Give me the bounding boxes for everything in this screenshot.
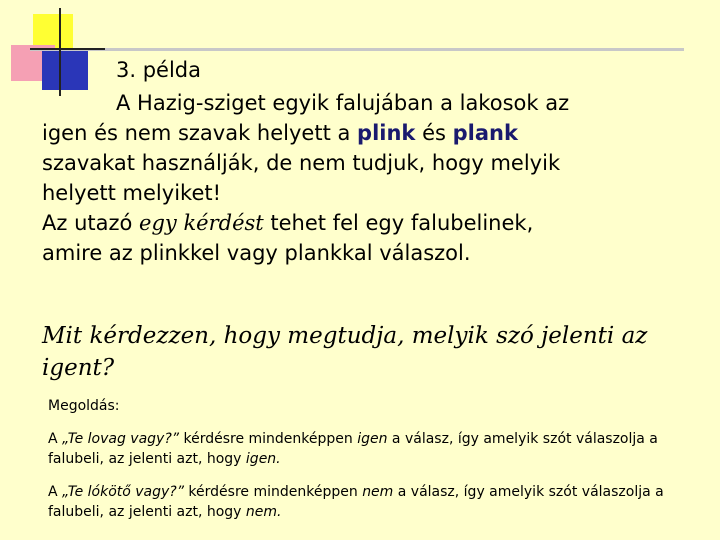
paragraph-text: tehet fel egy falubelinek, [263, 211, 534, 235]
paragraph-text: és [415, 121, 453, 145]
solution-text: kérdésre mindenképpen [179, 431, 358, 447]
solution-text: a válasz, így amelyik szót válaszolja a falubeli, az jelenti azt, hogy [48, 431, 658, 467]
paragraph-line-4: helyett melyiket! [42, 181, 222, 205]
horizontal-rule-dark [30, 48, 105, 50]
slide-title: 3. példa [116, 58, 201, 82]
solution-item-2 [48, 482, 688, 522]
solution-text: kérdésre mindenképpen [183, 484, 363, 500]
solution-answer-2: nem [362, 484, 394, 500]
keyword-plink: plink [357, 121, 416, 145]
horizontal-rule [30, 48, 684, 51]
paragraph-line-1: A Hazig-sziget egyik falujában a lakosok az [116, 91, 570, 115]
solution-end-1: igen. [245, 451, 281, 467]
paragraph-line-5 [42, 208, 672, 238]
solution-item-1 [48, 429, 688, 469]
solution-end-2: nem. [245, 504, 282, 520]
paragraph-line-2 [42, 118, 672, 148]
solution-text: a válasz, így amelyik szót válaszolja a falubeli, az jelenti azt, hogy [48, 484, 664, 520]
solution-text: A [48, 484, 63, 500]
solution-text: A [48, 431, 63, 447]
paragraph-line-6: amire az plinkkel vagy plankkal válaszol. [42, 241, 471, 265]
paragraph-text: igen és nem szavak helyett a [42, 121, 358, 145]
emphasis-one-question: egy kérdést [139, 211, 264, 235]
problem-paragraph [42, 88, 672, 268]
paragraph-line-3: szavakat használják, de nem tudjuk, hogy melyik [42, 151, 561, 175]
solution-label: Megoldás: [48, 398, 120, 414]
solution-question-1: „Te lovag vagy?” [62, 431, 180, 447]
blue-square-decoration [42, 50, 88, 90]
vertical-rule [59, 8, 61, 96]
question-text: Mit kérdezzen, hogy megtudja, melyik szó jelenti az igent? [42, 323, 648, 381]
paragraph-text: Az utazó [42, 211, 140, 235]
solution-answer-1: igen [357, 431, 388, 447]
keyword-plank: plank [452, 121, 518, 145]
solution-question-2: „Te lókötő vagy?” [62, 484, 184, 500]
